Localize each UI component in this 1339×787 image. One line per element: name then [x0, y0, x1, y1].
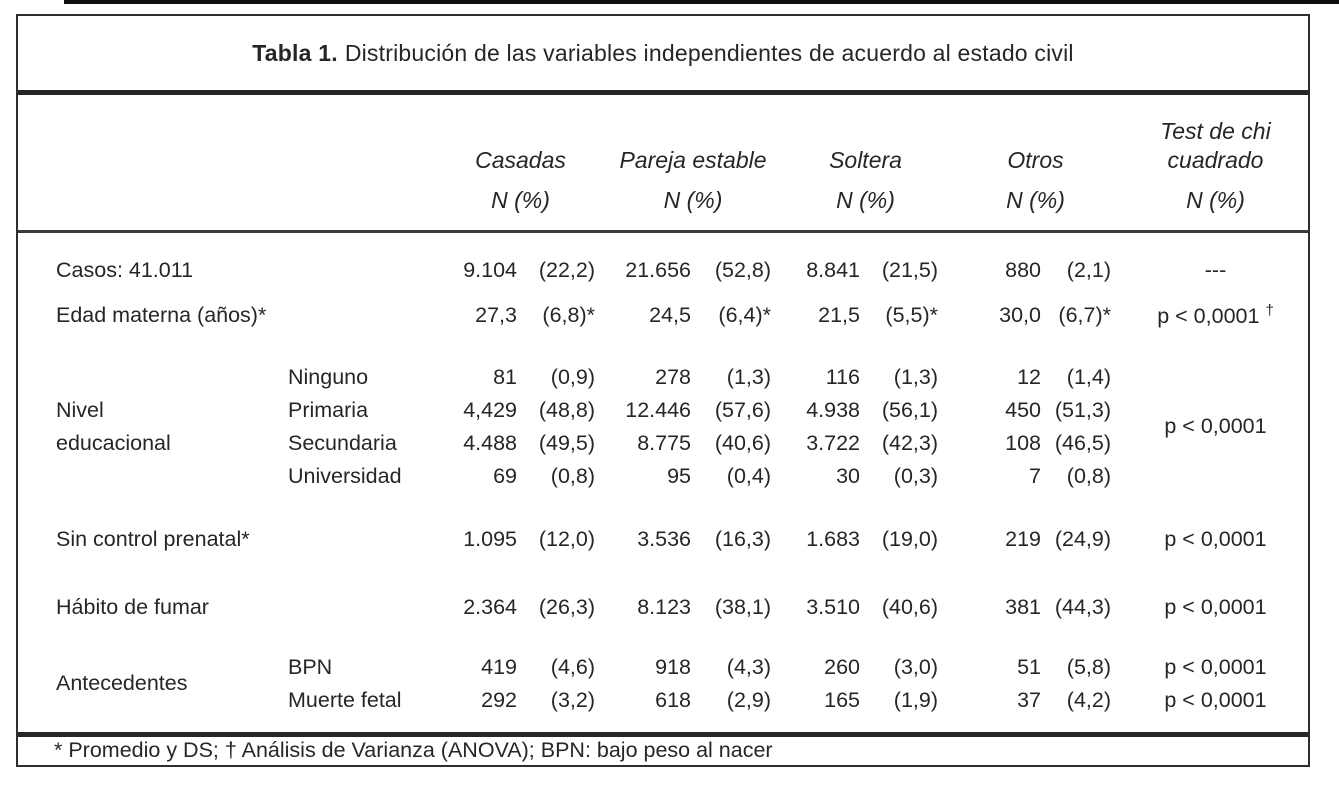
value-n: 37: [1017, 687, 1041, 712]
table-title: [18, 16, 1308, 90]
header-empty: [18, 175, 288, 230]
value-n: 116: [825, 364, 860, 389]
table-row-antecedentes-bpn: [18, 651, 1308, 684]
value-n: 880: [1005, 258, 1041, 282]
value-n: 24,5: [649, 303, 691, 327]
value-pct: (42,3): [881, 430, 938, 455]
row-label-habito-de-fumar: Hábito de fumar: [56, 595, 209, 619]
value-pct: (4,2): [1066, 687, 1111, 712]
value-pct: (3,2): [550, 687, 595, 712]
col-unit-soltera: N (%): [836, 186, 895, 213]
value-cell: [783, 651, 948, 684]
value-n: 3.510: [806, 595, 860, 619]
row-label-nivel-educacional: [18, 361, 288, 493]
col-unit-pareja-estable: N (%): [663, 186, 723, 213]
header-row-units: [18, 175, 1308, 230]
value-pct: (6,8)*: [542, 303, 595, 327]
value-n: 30,0: [999, 303, 1041, 327]
value-n: 4.938: [806, 397, 860, 422]
value-n: 108: [1005, 430, 1041, 455]
value-n: 7: [1029, 463, 1041, 488]
value-n: 2.364: [463, 595, 517, 619]
value-pct: (52,8): [714, 258, 771, 282]
value-cell: [948, 361, 1123, 394]
value-cell: [438, 293, 603, 339]
value-cell: [603, 651, 783, 684]
value-cell: [603, 460, 783, 493]
scan-edge-artifact: [64, 0, 1339, 4]
pvalue-cell: p < 0,0001: [1164, 527, 1267, 551]
data-table-wrap: [18, 95, 1308, 732]
value-n: 12: [1017, 364, 1041, 389]
value-cell: [948, 684, 1123, 717]
value-pct: (19,0): [881, 527, 938, 551]
table-row-nivel-ninguno: [18, 361, 1308, 394]
col-header-otros: Otros: [1007, 146, 1064, 173]
value-pct: (40,6): [881, 595, 938, 619]
dagger-mark: †: [1265, 301, 1274, 319]
value-pct: (44,3): [1054, 595, 1111, 619]
value-pct: (38,1): [714, 595, 771, 619]
value-n: 21,5: [818, 303, 860, 327]
value-cell: [948, 427, 1123, 460]
value-pct: (3,0): [893, 654, 938, 679]
spacer-row: [18, 493, 1308, 517]
value-n: 27,3: [475, 303, 517, 327]
value-cell: [438, 684, 603, 717]
value-pct: (5,8): [1066, 654, 1111, 679]
row-label-antecedentes: Antecedentes: [56, 671, 188, 695]
value-n: 9.104: [463, 258, 517, 282]
value-cell: [783, 427, 948, 460]
header-empty: [288, 175, 438, 230]
value-pct: (22,2): [538, 258, 595, 282]
row-label-edad-materna: Edad materna (años)*: [56, 303, 267, 327]
value-n: 3.722: [806, 430, 860, 455]
value-n: 3.536: [637, 527, 691, 551]
col-unit-chi-test: N (%): [1186, 186, 1245, 213]
value-cell: [948, 651, 1123, 684]
value-pct: (48,8): [538, 397, 595, 422]
value-cell: [603, 394, 783, 427]
value-n: 21.656: [625, 258, 691, 282]
value-cell: [783, 293, 948, 339]
value-cell: [603, 361, 783, 394]
value-pct: (5,5)*: [885, 303, 938, 327]
value-cell: [783, 460, 948, 493]
value-pct: (0,3): [893, 463, 938, 488]
value-pct: (6,4)*: [718, 303, 771, 327]
value-cell: [948, 517, 1123, 563]
value-pct: (4,6): [550, 654, 595, 679]
value-cell: [603, 427, 783, 460]
value-cell: [438, 585, 603, 631]
col-unit-casadas: N (%): [491, 186, 550, 213]
value-n: 260: [824, 654, 860, 679]
footnote-text: * Promedio y DS; † Análisis de Varianza (ANOVA); BPN: bajo peso al nacer: [54, 738, 773, 763]
value-n: 450: [1005, 397, 1041, 422]
value-n: 1.095: [463, 527, 517, 551]
value-n: 165: [824, 687, 860, 712]
value-n: 618: [655, 687, 691, 712]
value-pct: (1,4): [1066, 364, 1111, 389]
pvalue-cell: [1123, 293, 1308, 339]
value-n: 278: [655, 364, 691, 389]
value-cell: [603, 293, 783, 339]
value-n: 69: [493, 463, 517, 488]
value-n: 1.683: [806, 527, 860, 551]
row-sublabel-primaria: Primaria: [288, 397, 369, 422]
header-row-names: [18, 95, 1308, 175]
col-header-chi-test: Test de chi cuadrado: [1160, 118, 1271, 173]
col-header-casadas: Casadas: [475, 146, 566, 173]
value-pct: (57,6): [714, 397, 771, 422]
value-cell: [783, 361, 948, 394]
pvalue-cell: p < 0,0001: [1164, 595, 1267, 619]
value-cell: [438, 394, 603, 427]
value-n: 8.775: [637, 430, 691, 455]
row-sublabel-secundaria: Secundaria: [288, 430, 397, 455]
spacer-row: [18, 231, 1308, 249]
value-n: 81: [493, 364, 517, 389]
value-n: 292: [481, 687, 517, 712]
value-pct: (0,8): [550, 463, 595, 488]
table-row-casos: [18, 249, 1308, 293]
value-pct: (0,9): [550, 364, 595, 389]
spacer-row: [18, 717, 1308, 729]
col-header-pareja-estable: Pareja estable: [619, 146, 767, 173]
row-sublabel-universidad: Universidad: [288, 463, 402, 488]
data-table: [18, 95, 1308, 729]
value-pct: (49,5): [538, 430, 595, 455]
value-n: 12.446: [625, 397, 691, 422]
pvalue-cell: ---: [1204, 258, 1227, 282]
value-n: 219: [1005, 527, 1041, 551]
value-pct: (56,1): [881, 397, 938, 422]
pvalue-cell: p < 0,0001: [1164, 654, 1267, 679]
row-sublabel-ninguno: Ninguno: [288, 364, 369, 389]
row-label-casos: Casos: 41.011: [56, 258, 194, 282]
spacer-row: [18, 563, 1308, 585]
value-cell: [603, 249, 783, 293]
value-cell: [948, 585, 1123, 631]
value-cell: [783, 517, 948, 563]
value-n: 95: [667, 463, 691, 488]
value-cell: [603, 684, 783, 717]
value-pct: (40,6): [714, 430, 771, 455]
table-row-edad-materna: [18, 293, 1308, 339]
value-cell: [438, 651, 603, 684]
value-pct: (1,3): [893, 364, 938, 389]
value-cell: [438, 427, 603, 460]
pvalue-cell: p < 0,0001: [1164, 687, 1267, 712]
spacer-row: [18, 631, 1308, 651]
value-pct: (0,4): [726, 463, 771, 488]
row-label-text: Nivel educacional: [56, 398, 171, 455]
value-pct: (21,5): [881, 258, 938, 282]
value-cell: [783, 684, 948, 717]
value-cell: [603, 517, 783, 563]
value-cell: [438, 249, 603, 293]
value-pct: (26,3): [538, 595, 595, 619]
value-cell: [948, 293, 1123, 339]
value-pct: (24,9): [1054, 527, 1111, 551]
value-n: 30: [836, 463, 860, 488]
row-label-sin-control-prenatal: Sin control prenatal*: [56, 527, 250, 551]
value-pct: (1,9): [893, 687, 938, 712]
table-row-habito-de-fumar: [18, 585, 1308, 631]
spacer-row: [18, 339, 1308, 361]
col-unit-otros: N (%): [1006, 186, 1065, 213]
row-sublabel-bpn: BPN: [288, 654, 333, 679]
value-n: 4,429: [463, 397, 517, 422]
value-n: 51: [1017, 654, 1041, 679]
value-n: 381: [1005, 595, 1041, 619]
value-cell: [948, 394, 1123, 427]
table-title-text: Distribución de las variables independientes de acuerdo al estado civil: [344, 39, 1074, 66]
value-n: 8.841: [806, 258, 860, 282]
value-cell: [948, 249, 1123, 293]
table-row-sin-control-prenatal: [18, 517, 1308, 563]
footnote: [18, 737, 1308, 765]
value-n: 419: [481, 654, 517, 679]
value-pct: (0,8): [1066, 463, 1111, 488]
value-pct: (6,7)*: [1058, 303, 1111, 327]
value-cell: [603, 585, 783, 631]
table-frame: [16, 14, 1310, 767]
value-pct: (16,3): [714, 527, 771, 551]
value-cell: [948, 460, 1123, 493]
value-n: 918: [655, 654, 691, 679]
value-cell: [438, 460, 603, 493]
value-cell: [783, 585, 948, 631]
value-pct: (46,5): [1054, 430, 1111, 455]
value-pct: (2,1): [1066, 258, 1111, 282]
value-cell: [783, 249, 948, 293]
value-cell: [783, 394, 948, 427]
table-title-label: Tabla 1.: [252, 39, 338, 66]
value-pct: (2,9): [726, 687, 771, 712]
pvalue-cell-nivel: p < 0,0001: [1164, 414, 1267, 438]
value-pct: (4,3): [726, 654, 771, 679]
value-pct: (12,0): [538, 527, 595, 551]
value-pct: (51,3): [1054, 397, 1111, 422]
value-cell: [438, 361, 603, 394]
value-cell: [438, 517, 603, 563]
row-sublabel-muerte-fetal: Muerte fetal: [288, 687, 402, 712]
value-n: 4.488: [463, 430, 517, 455]
value-pct: (1,3): [726, 364, 771, 389]
header-empty: [18, 95, 288, 175]
value-n: 8.123: [637, 595, 691, 619]
pvalue-text: p < 0,0001: [1157, 304, 1260, 329]
col-header-soltera: Soltera: [829, 146, 902, 173]
header-empty: [288, 95, 438, 175]
